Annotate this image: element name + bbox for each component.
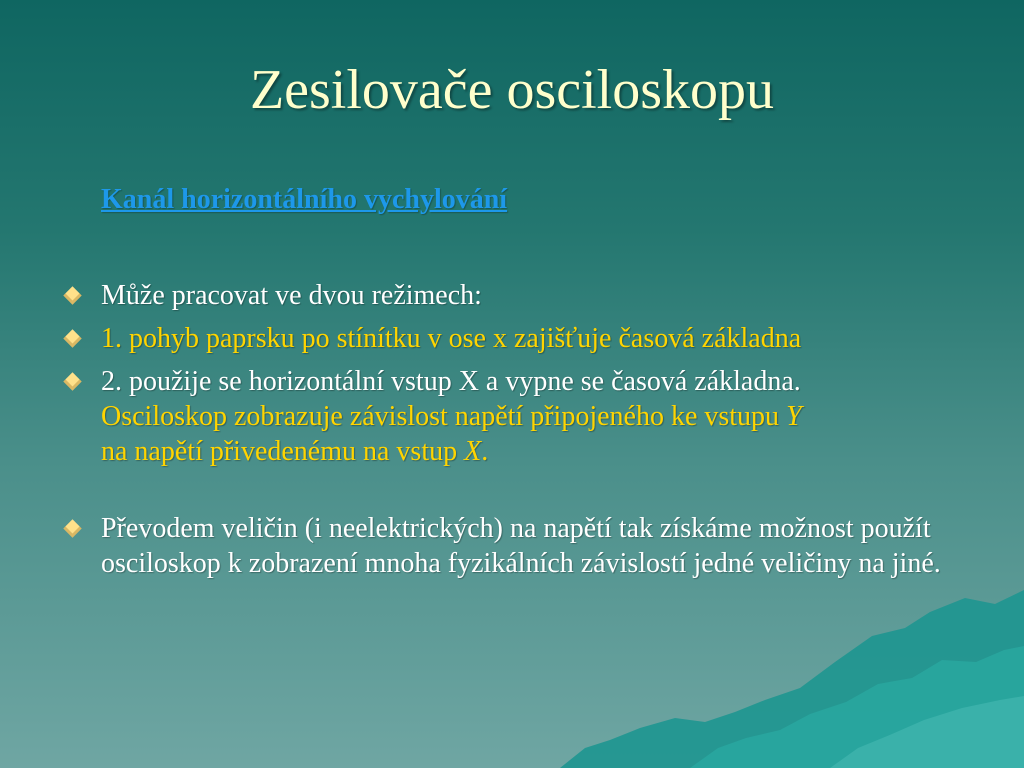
bullet-text-highlight: na napětí přivedenému na vstup	[101, 436, 465, 467]
bullet-text-highlight: Osciloskop zobrazuje závislost napětí připojeného ke vstupu	[101, 401, 787, 432]
diamond-bullet-icon	[63, 286, 81, 304]
bullet-item	[62, 278, 982, 313]
bullet-item	[62, 511, 982, 581]
bullet-text-end: .	[481, 436, 489, 467]
bullet-text-part: 2. použije se horizontální vstup X a vypne se časová základna.	[101, 366, 801, 397]
diamond-bullet-icon	[63, 329, 81, 347]
bullet-text: 1. pohyb paprsku po stínítku v ose x zajišťuje časová základna	[101, 323, 802, 354]
bullet-text: Může pracovat ve dvou režimech:	[101, 280, 482, 311]
bullet-item	[62, 364, 982, 469]
section-subtitle: Kanál horizontálního vychylování	[101, 184, 508, 215]
diamond-bullet-icon	[63, 519, 81, 537]
variable-y: Y	[786, 401, 802, 432]
bullet-list	[62, 278, 982, 589]
variable-x: X	[464, 436, 482, 467]
slide-title: Zesilovače osciloskopu	[249, 59, 775, 121]
bullet-text: Převodem veličin (i neelektrických) na napětí tak získáme možnost použít osciloskop k zobrazení mnoha fyzikálních závislostí jedné veličiny na jiné.	[101, 513, 941, 579]
bullet-item	[62, 321, 982, 356]
diamond-bullet-icon	[63, 372, 81, 390]
